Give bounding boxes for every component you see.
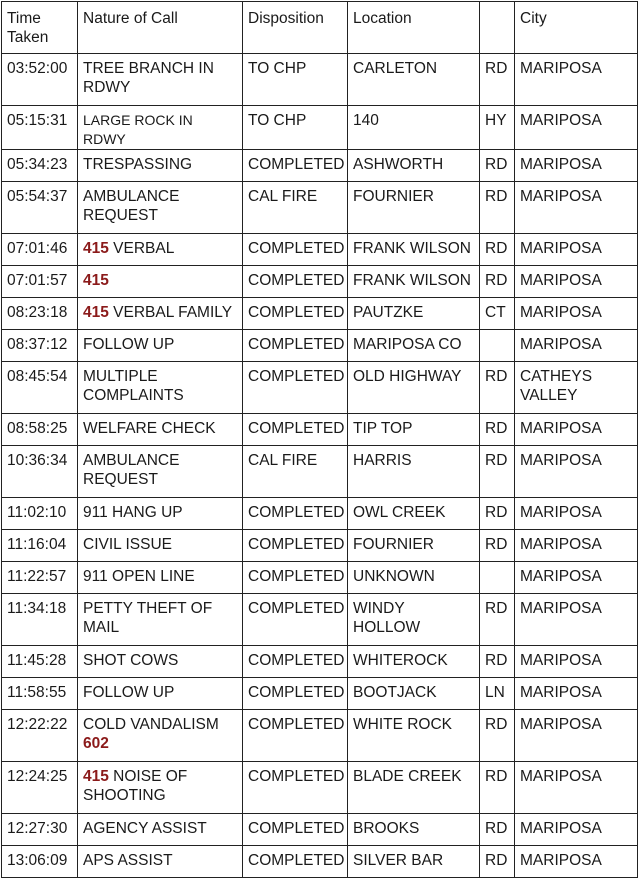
table-row [2,446,638,498]
cell-time: 07:01:46 [2,234,78,266]
cell-time: 03:52:00 [2,54,78,106]
table-row [2,562,638,594]
cell-nature [78,330,243,362]
header-nature: Nature of Call [78,2,243,54]
cell-suffix: RD [480,446,515,498]
cell-disposition: COMPLETED [243,846,348,878]
cell-disposition: COMPLETED [243,298,348,330]
cell-disposition: TO CHP [243,54,348,106]
cell-city: MARIPOSA [515,530,638,562]
call-nature-text: LARGE ROCK IN RDWY [83,112,197,147]
cell-location: SILVER BAR [348,846,480,878]
cell-city: MARIPOSA [515,266,638,298]
cell-location: FRANK WILSON [348,266,480,298]
call-nature-text: AMBULANCE REQUEST [83,188,184,224]
call-code: 415 [83,240,109,257]
table-row [2,266,638,298]
call-nature-text: SHOT COWS [83,652,179,669]
cell-city: MARIPOSA [515,150,638,182]
cell-location: WHITE ROCK [348,710,480,762]
cell-nature [78,594,243,646]
header-row [2,2,638,54]
cell-city: MARIPOSA [515,646,638,678]
call-nature-text: 911 HANG UP [83,504,183,521]
cell-location: TIP TOP [348,414,480,446]
cell-disposition: COMPLETED [243,266,348,298]
table-row [2,678,638,710]
cell-nature [78,150,243,182]
cell-suffix [480,330,515,362]
cell-disposition: CAL FIRE [243,182,348,234]
cell-city: MARIPOSA [515,498,638,530]
cell-location: FOURNIER [348,182,480,234]
cell-nature [78,266,243,298]
call-nature-text: TRESPASSING [83,156,193,173]
cell-nature [78,54,243,106]
cell-location: PAUTZKE [348,298,480,330]
cell-city: MARIPOSA [515,710,638,762]
call-nature-text: VERBAL FAMILY [108,304,233,321]
cell-time: 11:02:10 [2,498,78,530]
table-row [2,414,638,446]
cell-suffix: LN [480,678,515,710]
call-nature-text: NOISE OF SHOOTING [83,768,192,804]
cell-time: 12:27:30 [2,814,78,846]
cell-location: WHITEROCK [348,646,480,678]
table-row [2,182,638,234]
cell-location: FRANK WILSON [348,234,480,266]
table-row [2,762,638,814]
call-code: 415 [83,272,109,289]
table-row [2,298,638,330]
cell-time: 07:01:57 [2,266,78,298]
cell-nature [78,414,243,446]
cell-nature [78,814,243,846]
cell-suffix: RD [480,762,515,814]
cell-suffix: RD [480,646,515,678]
cell-disposition: COMPLETED [243,150,348,182]
call-nature-text: WELFARE CHECK [83,420,216,437]
cell-city: MARIPOSA [515,298,638,330]
call-code: 415 [83,304,109,321]
table-row [2,710,638,762]
cell-nature [78,846,243,878]
cell-time: 11:45:28 [2,646,78,678]
cell-disposition: COMPLETED [243,414,348,446]
cell-nature [78,234,243,266]
cell-disposition: COMPLETED [243,678,348,710]
cell-time: 08:23:18 [2,298,78,330]
cell-nature [78,762,243,814]
cell-suffix: RD [480,530,515,562]
cell-time: 11:34:18 [2,594,78,646]
call-nature-text: AMBULANCE REQUEST [83,452,184,488]
cell-city: CATHEYS VALLEY [515,362,638,414]
table-row [2,646,638,678]
cell-time: 08:58:25 [2,414,78,446]
cell-disposition: COMPLETED [243,762,348,814]
cell-city: MARIPOSA [515,106,638,150]
cell-time: 13:06:09 [2,846,78,878]
call-nature-text: TREE BRANCH IN RDWY [83,60,219,96]
cell-time: 12:22:22 [2,710,78,762]
cell-city: MARIPOSA [515,594,638,646]
table-row [2,150,638,182]
table-row [2,234,638,266]
cell-city: MARIPOSA [515,446,638,498]
cell-location: 140 [348,106,480,150]
cell-disposition: COMPLETED [243,646,348,678]
cell-nature [78,362,243,414]
header-location: Location [348,2,480,54]
call-nature-text: COLD VANDALISM [83,716,219,733]
cell-location: BLADE CREEK [348,762,480,814]
call-nature-text: FOLLOW UP [83,684,175,701]
cell-location: CARLETON [348,54,480,106]
cell-city: MARIPOSA [515,330,638,362]
cell-time: 10:36:34 [2,446,78,498]
cell-city: MARIPOSA [515,54,638,106]
cell-suffix: RD [480,710,515,762]
cell-suffix: RD [480,414,515,446]
call-log-table [1,1,638,878]
cell-time: 11:22:57 [2,562,78,594]
cell-location: WINDY HOLLOW [348,594,480,646]
cell-city: MARIPOSA [515,846,638,878]
header-disposition: Disposition [243,2,348,54]
table-row [2,846,638,878]
cell-disposition: COMPLETED [243,710,348,762]
cell-time: 11:58:55 [2,678,78,710]
table-body [2,54,638,878]
cell-location: BROOKS [348,814,480,846]
call-nature-text: FOLLOW UP [83,336,175,353]
cell-nature [78,498,243,530]
cell-suffix: HY [480,106,515,150]
cell-time: 08:37:12 [2,330,78,362]
cell-city: MARIPOSA [515,762,638,814]
cell-suffix: RD [480,362,515,414]
cell-location: OWL CREEK [348,498,480,530]
cell-disposition: CAL FIRE [243,446,348,498]
call-nature-text: APS ASSIST [83,852,173,869]
cell-suffix: RD [480,814,515,846]
cell-disposition: COMPLETED [243,530,348,562]
cell-time: 12:24:25 [2,762,78,814]
cell-suffix: CT [480,298,515,330]
cell-city: MARIPOSA [515,234,638,266]
table-row [2,814,638,846]
cell-nature [78,298,243,330]
cell-city: MARIPOSA [515,182,638,234]
header-time: Time Taken [2,2,78,54]
cell-time: 05:15:31 [2,106,78,150]
header-city: City [515,2,638,54]
cell-city: MARIPOSA [515,678,638,710]
cell-time: 05:34:23 [2,150,78,182]
cell-location: ASHWORTH [348,150,480,182]
cell-suffix [480,562,515,594]
cell-location: UNKNOWN [348,562,480,594]
cell-nature [78,530,243,562]
cell-disposition: COMPLETED [243,562,348,594]
cell-disposition: COMPLETED [243,814,348,846]
cell-suffix: RD [480,54,515,106]
cell-time: 11:16:04 [2,530,78,562]
table-row [2,362,638,414]
cell-location: OLD HIGHWAY [348,362,480,414]
table-row [2,594,638,646]
cell-suffix: RD [480,846,515,878]
cell-nature [78,446,243,498]
cell-location: BOOTJACK [348,678,480,710]
cell-time: 08:45:54 [2,362,78,414]
cell-location: MARIPOSA CO [348,330,480,362]
cell-nature [78,678,243,710]
call-code: 415 [83,768,109,785]
cell-suffix: RD [480,594,515,646]
cell-location: HARRIS [348,446,480,498]
table-row [2,498,638,530]
table-row [2,106,638,150]
call-code: 602 [83,735,109,752]
cell-location: FOURNIER [348,530,480,562]
cell-nature [78,182,243,234]
cell-city: MARIPOSA [515,562,638,594]
cell-disposition: TO CHP [243,106,348,150]
table-row [2,54,638,106]
cell-nature [78,106,243,150]
call-nature-text: AGENCY ASSIST [83,820,207,837]
header-suffix [480,2,515,54]
cell-suffix: RD [480,498,515,530]
cell-suffix: RD [480,182,515,234]
cell-nature [78,710,243,762]
cell-city: MARIPOSA [515,414,638,446]
table-row [2,530,638,562]
cell-suffix: RD [480,266,515,298]
cell-city: MARIPOSA [515,814,638,846]
call-nature-text: CIVIL ISSUE [83,536,173,553]
cell-disposition: COMPLETED [243,234,348,266]
cell-disposition: COMPLETED [243,594,348,646]
call-nature-text: MULTIPLE COMPLAINTS [83,368,184,404]
cell-disposition: COMPLETED [243,362,348,414]
call-nature-text: PETTY THEFT OF MAIL [83,600,217,636]
cell-time: 05:54:37 [2,182,78,234]
cell-disposition: COMPLETED [243,330,348,362]
cell-disposition: COMPLETED [243,498,348,530]
cell-suffix: RD [480,234,515,266]
cell-nature [78,646,243,678]
table-row [2,330,638,362]
cell-nature [78,562,243,594]
cell-suffix: RD [480,150,515,182]
call-nature-text: 911 OPEN LINE [83,568,195,585]
call-nature-text: VERBAL [108,240,175,257]
